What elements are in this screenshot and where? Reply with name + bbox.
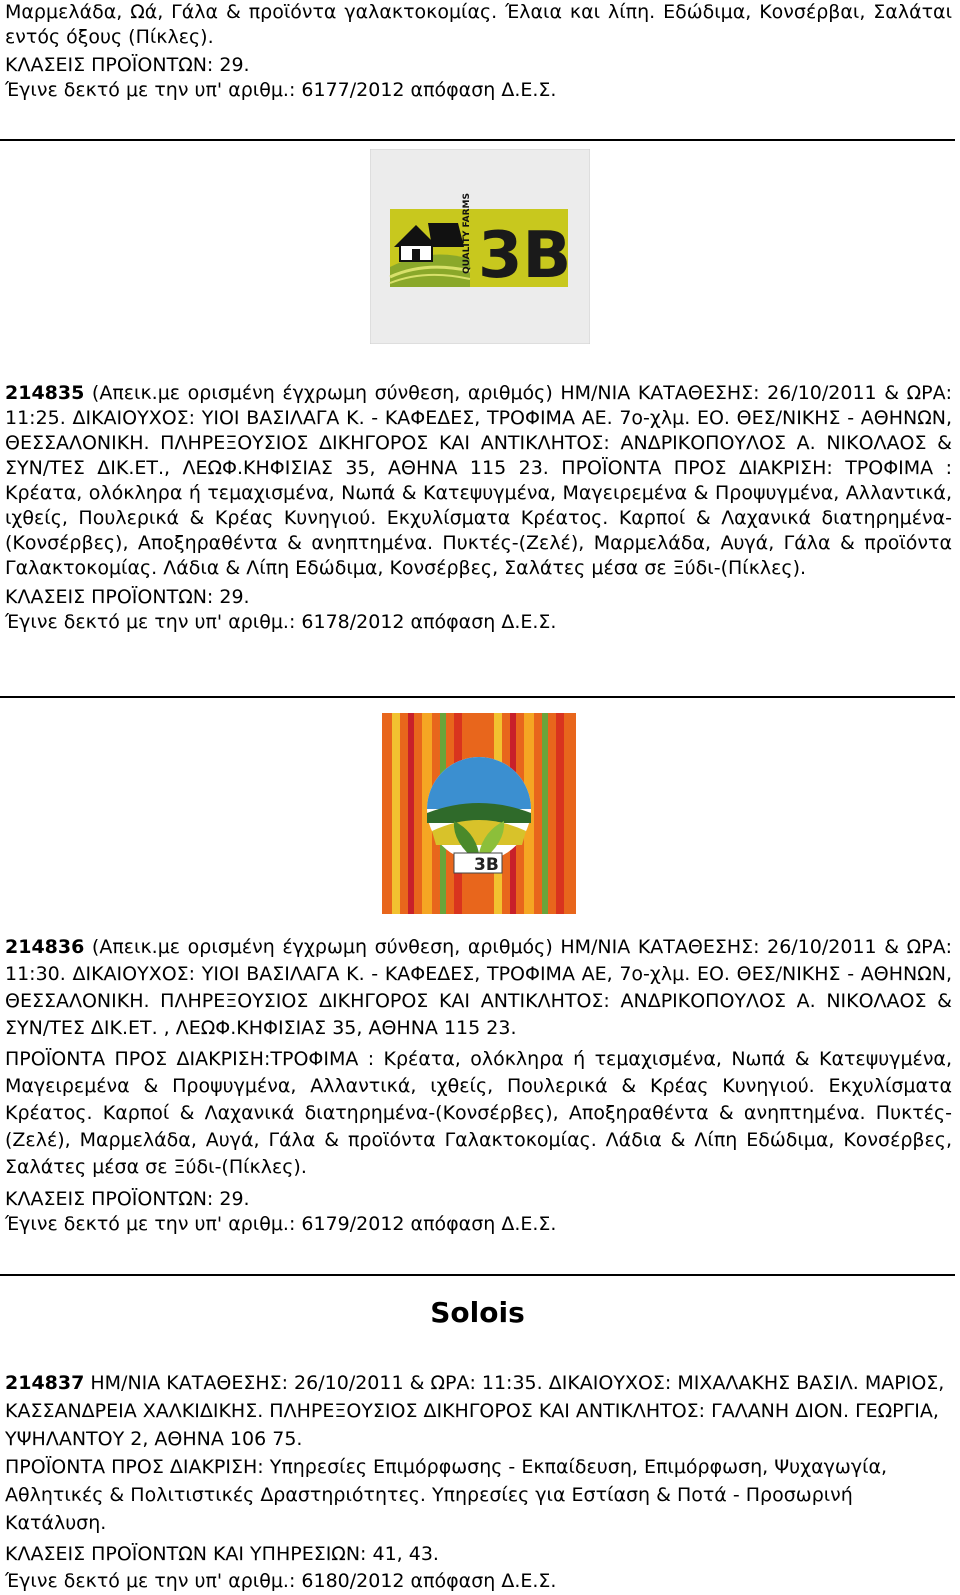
entry-214835-decision: Έγινε δεκτό με την υπ' αριθμ.: 6178/2012 απόφαση Δ.Ε.Σ. — [5, 611, 557, 633]
entry-214836-classes: ΚΛΑΣΕΙΣ ΠΡΟΪΟΝΤΩΝ: 29. — [5, 1188, 250, 1210]
trademark-logo-3b-quality-farms — [370, 149, 590, 344]
entry-details: (Απεικ.με ορισμένη έγχρωμη σύνθεση, αριθμός) ΗΜ/ΝΙΑ ΚΑΤΑΘΕΣΗΣ: 26/10/2011 & ΩΡΑ: 11:30. ΔΙΚΑΙΟΥΧΟΣ: ΥΙΟΙ ΒΑΣΙΛΑΓΑ Κ. - ΚΑΦΕΔΕΣ, ΤΡΟΦΙΜΑ ΑΕ, 7ο-χλμ. ΕΟ. ΘΕΣ/ΝΙΚΗΣ - ΑΘΗΝΩΝ, ΘΕΣΣΑΛΟΝΙΚΗ. ΠΛΗΡΕΞΟΥΣΙΟΣ ΔΙΚΗΓΟΡΟΣ ΚΑΙ ΑΝΤΙΚΛΗΤΟΣ: ΑΝΔΡΙΚΟΠΟΥΛΟΣ Α. ΝΙΚΟΛΑΟΣ & ΣΥΝ/ΤΕΣ ΔΙΚ.ΕΤ. , ΛΕΩΦ.ΚΗΦΙΣΙΑΣ 35, ΑΘΗΝΑ 115 23. — [5, 936, 952, 1039]
separator-rule — [0, 696, 955, 698]
entry-214837-classes: ΚΛΑΣΕΙΣ ΠΡΟΪΟΝΤΩΝ ΚΑΙ ΥΠΗΡΕΣΙΩΝ: 41, 43. — [5, 1543, 439, 1565]
entry-prev-line: Μαρμελάδα, Ωά, Γάλα & προϊόντα γαλακτοκομίας. Έλαια και λίπη. Εδώδιμα, Κονσέρβαι, Σαλάται εντός όξους (Πίκλες). — [5, 1, 952, 48]
logo-3b-graphic — [370, 149, 590, 344]
entry-214837-header — [5, 1369, 952, 1453]
entry-214836-products: ΠΡΟΪΟΝΤΑ ΠΡΟΣ ΔΙΑΚΡΙΣΗ:ΤΡΟΦΙΜΑ : Κρέατα, ολόκληρα ή τεμαχισμένα, Νωπά & Κατεψυγμένα, Μαγειρεμένα & Προψυγμένα, Αλλαντικά, ιχθείς, Πουλερικά & Κρέας Κυνηγιού. Εκχυλίσματα Κρέατος. Καρποί & Λαχανικά διατηρημένα-(Κονσέρβες), Αποξηραθέντα & ανηπτημένα. Πυκτές-(Ζελέ), Μαρμελάδα, Αυγά, Γάλα & προϊόντα Γαλακτοκομίας. Λάδια & Λίπη Εδώδιμα, Κονσέρβες, Σαλάτες μέσα σε Ξύδι-(Πίκλες). — [5, 1048, 952, 1178]
entry-214836-decision: Έγινε δεκτό με την υπ' αριθμ.: 6179/2012 απόφαση Δ.Ε.Σ. — [5, 1213, 557, 1235]
logo-striped-graphic — [382, 713, 576, 914]
entry-prev-decision: Έγινε δεκτό με την υπ' αριθμ.: 6177/2012 απόφαση Δ.Ε.Σ. — [5, 79, 557, 101]
separator-rule — [0, 1274, 955, 1276]
entry-214837-products: ΠΡΟΪΟΝΤΑ ΠΡΟΣ ΔΙΑΚΡΙΣΗ: Υπηρεσίες Επιμόρφωσης - Εκπαίδευση, Επιμόρφωση, Ψυχαγωγία, Αθλητικές & Πολιτιστικές Δραστηριότητες. Υπηρεσίες για Εστίαση & Ποτά - Προσωρινή Κατάλυση. — [5, 1456, 888, 1534]
entry-214835-classes: ΚΛΑΣΕΙΣ ΠΡΟΪΟΝΤΩΝ: 29. — [5, 586, 250, 608]
entry-prev-classes: ΚΛΑΣΕΙΣ ΠΡΟΪΟΝΤΩΝ: 29. — [5, 54, 250, 76]
logo-3b-text: 3B — [478, 219, 572, 293]
entry-prev — [5, 0, 952, 103]
entry-214836 — [5, 934, 952, 1237]
entry-214835-header — [5, 381, 952, 581]
entry-214837 — [5, 1369, 952, 1595]
entry-214836-header — [5, 934, 952, 1042]
entry-details: ΗΜ/ΝΙΑ ΚΑΤΑΘΕΣΗΣ: 26/10/2011 & ΩΡΑ: 11:35. ΔΙΚΑΙΟΥΧΟΣ: ΜΙΧΑΛΑΚΗΣ ΒΑΣΙΛ. ΜΑΡΙΟΣ, ΚΑΣΣΑΝΔΡΕΙΑ ΧΑΛΚΙΔΙΚΗΣ. ΠΛΗΡΕΞΟΥΣΙΟΣ ΔΙΚΗΓΟΡΟΣ ΚΑΙ ΑΝΤΙΚΛΗΤΟΣ: ΓΑΛΑΝΗ ΔΙΟΝ. ΓΕΩΡΓΙΑ, ΥΨΗΛΑΝΤΟΥ 2, ΑΘΗΝΑ 106 75. — [5, 1372, 945, 1450]
entry-214835 — [5, 381, 952, 635]
trademark-logo-3b-striped — [382, 713, 576, 914]
trademark-word-heading: Solois — [430, 1296, 525, 1329]
entry-number: 214836 — [5, 936, 85, 958]
entry-number: 214837 — [5, 1372, 85, 1394]
entry-details: (Απεικ.με ορισμένη έγχρωμη σύνθεση, αριθμός) ΗΜ/ΝΙΑ ΚΑΤΑΘΕΣΗΣ: 26/10/2011 & ΩΡΑ: 11:25. ΔΙΚΑΙΟΥΧΟΣ: ΥΙΟΙ ΒΑΣΙΛΑΓΑ Κ. - ΚΑΦΕΔΕΣ, ΤΡΟΦΙΜΑ ΑΕ. 7ο-χλμ. ΕΟ. ΘΕΣ/ΝΙΚΗΣ - ΑΘΗΝΩΝ, ΘΕΣΣΑΛΟΝΙΚΗ. ΠΛΗΡΕΞΟΥΣΙΟΣ ΔΙΚΗΓΟΡΟΣ ΚΑΙ ΑΝΤΙΚΛΗΤΟΣ: ΑΝΔΡΙΚΟΠΟΥΛΟΣ Α. ΝΙΚΟΛΑΟΣ & ΣΥΝ/ΤΕΣ ΔΙΚ.ΕΤ., ΛΕΩΦ.ΚΗΦΙΣΙΑΣ 35, ΑΘΗΝΑ 115 23. ΠΡΟΪΟΝΤΑ ΠΡΟΣ ΔΙΑΚΡΙΣΗ: ΤΡΟΦΙΜΑ : Κρέατα, ολόκληρα ή τεμαχισμένα, Νωπά & Κατεψυγμένα, Μαγειρεμένα & Προψυγμένα, Αλλαντικά, ιχθείς, Πουλερικά & Κρέας Κυνηγιού. Εκχυλίσματα Κρέατος. Καρποί & Λαχανικά διατηρημένα-(Κονσέρβες), Αποξηραθέντα & ανηπτημένα. Πυκτές-(Ζελέ), Μαρμελάδα, Αυγά, Γάλα & προϊόντα Γαλακτοκομίας. Λάδια & Λίπη Εδώδιμα, Κονσέρβες, Σαλάτες μέσα σε Ξύδι-(Πίκλες). — [5, 382, 952, 579]
entry-number: 214835 — [5, 382, 85, 404]
entry-214837-decision: Έγινε δεκτό με την υπ' αριθμ.: 6180/2012 απόφαση Δ.Ε.Σ. — [5, 1570, 557, 1592]
logo-3b-small-text: 3B — [474, 855, 499, 875]
logo-side-text: QUALITY FARMS — [462, 193, 472, 274]
separator-rule — [0, 139, 955, 141]
